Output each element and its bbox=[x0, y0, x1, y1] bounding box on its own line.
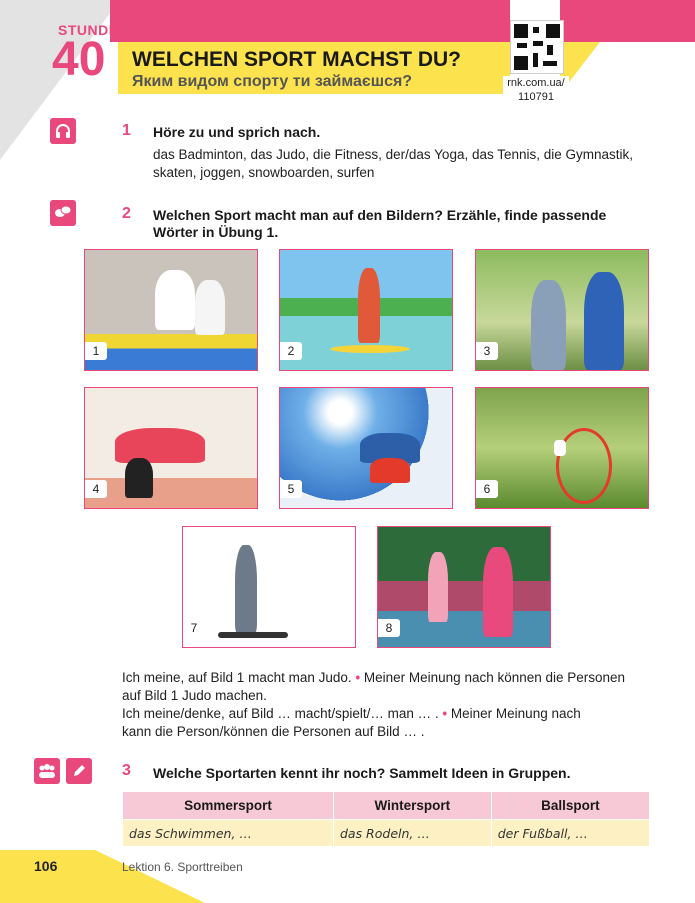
exercise-3-number: 3 bbox=[122, 762, 131, 779]
group-icon[interactable] bbox=[34, 758, 60, 784]
example-text: Meiner Meinung nach können die Personen bbox=[363, 670, 626, 685]
exercise-2-instruction-line1: Welchen Sport macht man auf den Bildern? Erzähle, finde passende bbox=[153, 207, 607, 223]
bullet-dot: • bbox=[355, 670, 361, 685]
photo-badminton bbox=[475, 387, 649, 509]
table-row bbox=[123, 820, 650, 847]
bullet-dot: • bbox=[442, 706, 448, 721]
lesson-label: STUNDE bbox=[58, 22, 119, 38]
table-header: Ballsport bbox=[491, 792, 649, 820]
exercise-1-number: 1 bbox=[122, 122, 131, 139]
example-text: Ich meine/denke, auf Bild … macht/spielt/… man … . bbox=[122, 706, 439, 721]
table-header: Sommersport bbox=[123, 792, 334, 820]
table-cell: das Rodeln, … bbox=[333, 820, 491, 847]
speech-bubbles-icon[interactable] bbox=[50, 200, 76, 226]
footer-lesson-title: Lektion 6. Sporttreiben bbox=[122, 860, 243, 874]
table-cell: das Schwimmen, … bbox=[123, 820, 334, 847]
page-subtitle: Яким видом спорту ти займаєшся? bbox=[132, 73, 413, 90]
headphones-icon[interactable] bbox=[50, 118, 76, 144]
footer-band-wedge bbox=[95, 850, 205, 903]
pencil-icon[interactable] bbox=[66, 758, 92, 784]
photo-number: 1 bbox=[85, 342, 107, 360]
exercise-2-instruction-line2: Wörter in Übung 1. bbox=[153, 224, 279, 240]
exercise-3-instruction: Welche Sportarten kennt ihr noch? Sammelt Ideen in Gruppen. bbox=[153, 765, 571, 781]
header-pink-bar bbox=[110, 0, 510, 42]
photo-judo bbox=[84, 249, 258, 371]
example-line-1 bbox=[122, 669, 650, 687]
example-text: Meiner Meinung nach bbox=[450, 706, 581, 721]
qr-code-icon[interactable] bbox=[510, 20, 564, 74]
qr-link-line1: rnk.com.ua/ bbox=[507, 77, 565, 89]
example-line-4: kann die Person/können die Personen auf Bild … . bbox=[122, 724, 425, 739]
photo-number: 7 bbox=[183, 619, 205, 637]
photo-snowboarding bbox=[279, 387, 453, 509]
table-cell: der Fußball, … bbox=[491, 820, 649, 847]
photo-number: 8 bbox=[378, 619, 400, 637]
example-line-3 bbox=[122, 705, 650, 723]
photo-number: 6 bbox=[476, 480, 498, 498]
exercise-1-words-line2: skaten, joggen, snowboarden, surfen bbox=[153, 165, 375, 180]
photo-number: 5 bbox=[280, 480, 302, 498]
photo-number: 2 bbox=[280, 342, 302, 360]
exercise-1-words-line1: das Badminton, das Judo, die Fitness, der/das Yoga, das Tennis, die Gymnastik, bbox=[153, 147, 634, 162]
lesson-number: 40 bbox=[52, 33, 106, 86]
photo-skating bbox=[182, 526, 356, 648]
sports-table bbox=[122, 791, 650, 847]
example-line-2: auf Bild 1 Judo machen. bbox=[122, 688, 267, 703]
page-number: 106 bbox=[34, 858, 58, 874]
photo-number: 3 bbox=[476, 342, 498, 360]
example-text: Ich meine, auf Bild 1 macht man Judo. bbox=[122, 670, 352, 685]
photo-yoga bbox=[84, 387, 258, 509]
header-pink-bar-right bbox=[560, 0, 695, 42]
qr-link-line2: 110791 bbox=[518, 91, 554, 103]
table-header: Wintersport bbox=[333, 792, 491, 820]
table-header-row bbox=[123, 792, 650, 820]
photo-number: 4 bbox=[85, 480, 107, 498]
photo-tennis bbox=[377, 526, 551, 648]
photo-surfing bbox=[279, 249, 453, 371]
exercise-2-number: 2 bbox=[122, 205, 131, 222]
exercise-1-instruction: Höre zu und sprich nach. bbox=[153, 124, 321, 140]
page-title: WELCHEN SPORT MACHST DU? bbox=[132, 48, 461, 71]
qr-link[interactable] bbox=[503, 76, 569, 104]
photo-jogging bbox=[475, 249, 649, 371]
